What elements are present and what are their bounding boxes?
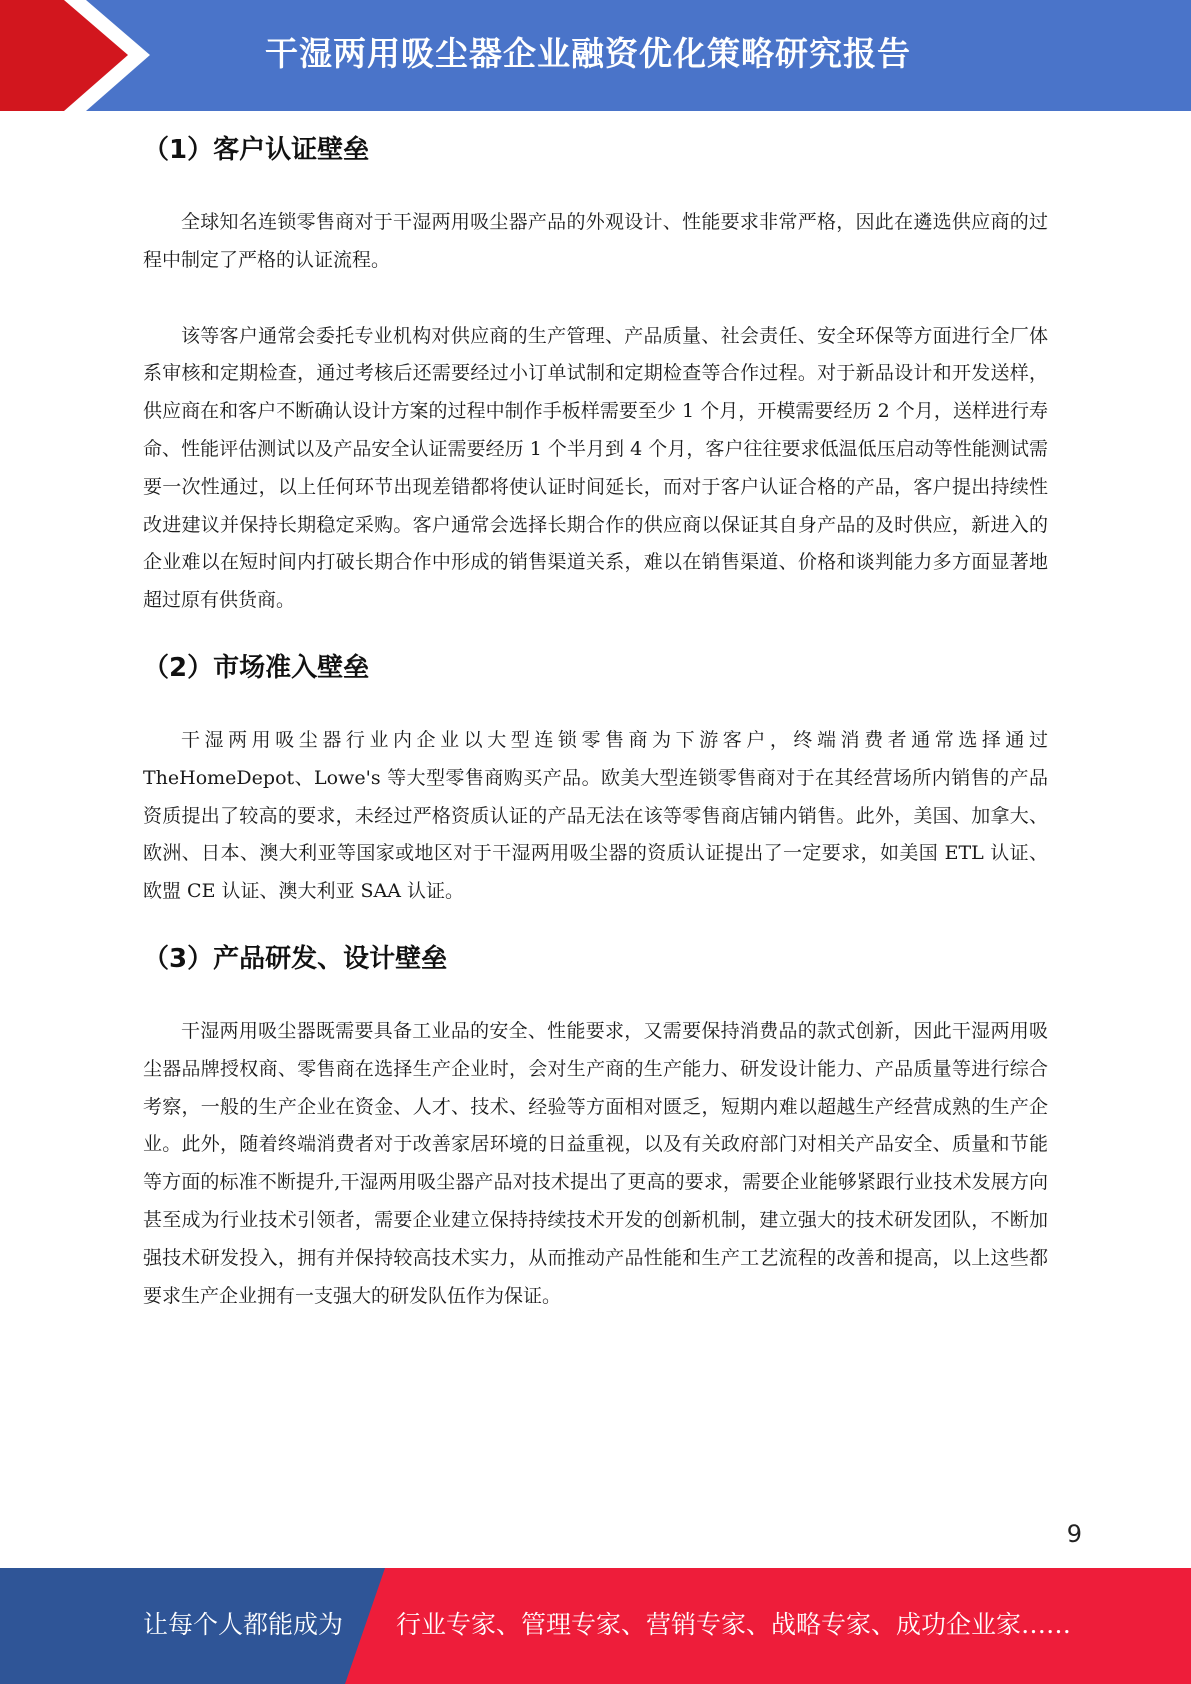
paragraph: 全球知名连锁零售商对于干湿两用吸尘器产品的外观设计、性能要求非常严格，因此在遴选供应商的过程中制定了严格的认证流程。 <box>143 211 1048 271</box>
section-heading-product-rd-design: （3）产品研发、设计壁垒 <box>143 943 448 974</box>
section-heading-market-access: （2）市场准入壁垒 <box>143 652 370 683</box>
footer-slogan-left: 让每个人都能成为 <box>143 1610 344 1639</box>
paragraph: 干湿两用吸尘器既需要具备工业品的安全、性能要求，又需要保持消费品的款式创新，因此干湿两用吸尘器品牌授权商、零售商在选择生产企业时，会对生产商的生产能力、研发设计能力、产品质量等进行综合考察，一般的生产企业在资金、人才、技术、经验等方面相对匮乏，短期内难以超越生产经营成熟的生产企业。此外，随着终端消费者对于改善家居环境的日益重视，以及有关政府部门对相关产品安全、质量和节能等方面的标准不断提升,干湿两用吸尘器产品对技术提出了更高的要求，需要企业能够紧跟行业技术发展方向甚至成为行业技术引领者，需要企业建立保持持续技术开发的创新机制，建立强大的技术研发团队，不断加强技术研发投入，拥有并保持较高技术实力，从而推动产品性能和生产工艺流程的改善和提高，以上这些都要求生产企业拥有一支强大的研发队伍作为保证。 <box>143 1019 1048 1307</box>
paragraph: 该等客户通常会委托专业机构对供应商的生产管理、产品质量、社会责任、安全环保等方面进行全厂体系审核和定期检查，通过考核后还需要经过小订单试制和定期检查等合作过程。对于新品设计和开发送样，供应商在和客户不断确认设计方案的过程中制作手板样需要至少 1 个月，开模需要经历 2 个月，送样进行寿命、性能评估测试以及产品安全认证需要经历 1 个半月到 4 个月，客户往往要求低温低压启动等性能测试需要一次性通过，以上任何环节出现差错都将使认证时间延长，而对于客户认证合格的产品，客户提出持续性改进建议并保持长期稳定采购。客户通常会选择长期合作的供应商以保证其自身产品的及时供应，新进入的企业难以在短时间内打破长期合作中形成的销售渠道关系，难以在销售渠道、价格和谈判能力多方面显著地超过原有供货商。 <box>143 324 1048 612</box>
section-heading-customer-certification: （1）客户认证壁垒 <box>143 135 370 165</box>
report-title: 干湿两用吸尘器企业融资优化策略研究报告 <box>265 34 911 73</box>
page-number: 9 <box>1066 1520 1082 1548</box>
page-footer <box>0 1568 1191 1684</box>
page-header <box>0 0 1191 111</box>
footer-slogan-right: 行业专家、管理专家、营销专家、战略专家、成功企业家…… <box>396 1610 1072 1639</box>
paragraph: 干湿两用吸尘器行业内企业以大型连锁零售商为下游客户，终端消费者通常选择通过TheHomeDepot、Lowe's 等大型零售商购买产品。欧美大型连锁零售商对于在其经营场所内销售的产品资质提出了较高的要求，未经过严格资质认证的产品无法在该等零售商店铺内销售。此外，美国、加拿大、欧洲、日本、澳大利亚等国家或地区对于干湿两用吸尘器的资质认证提出了一定要求，如美国 ETL 认证、欧盟 CE 认证、澳大利亚 SAA 认证。 <box>143 728 1048 903</box>
document-body <box>143 128 1048 1315</box>
